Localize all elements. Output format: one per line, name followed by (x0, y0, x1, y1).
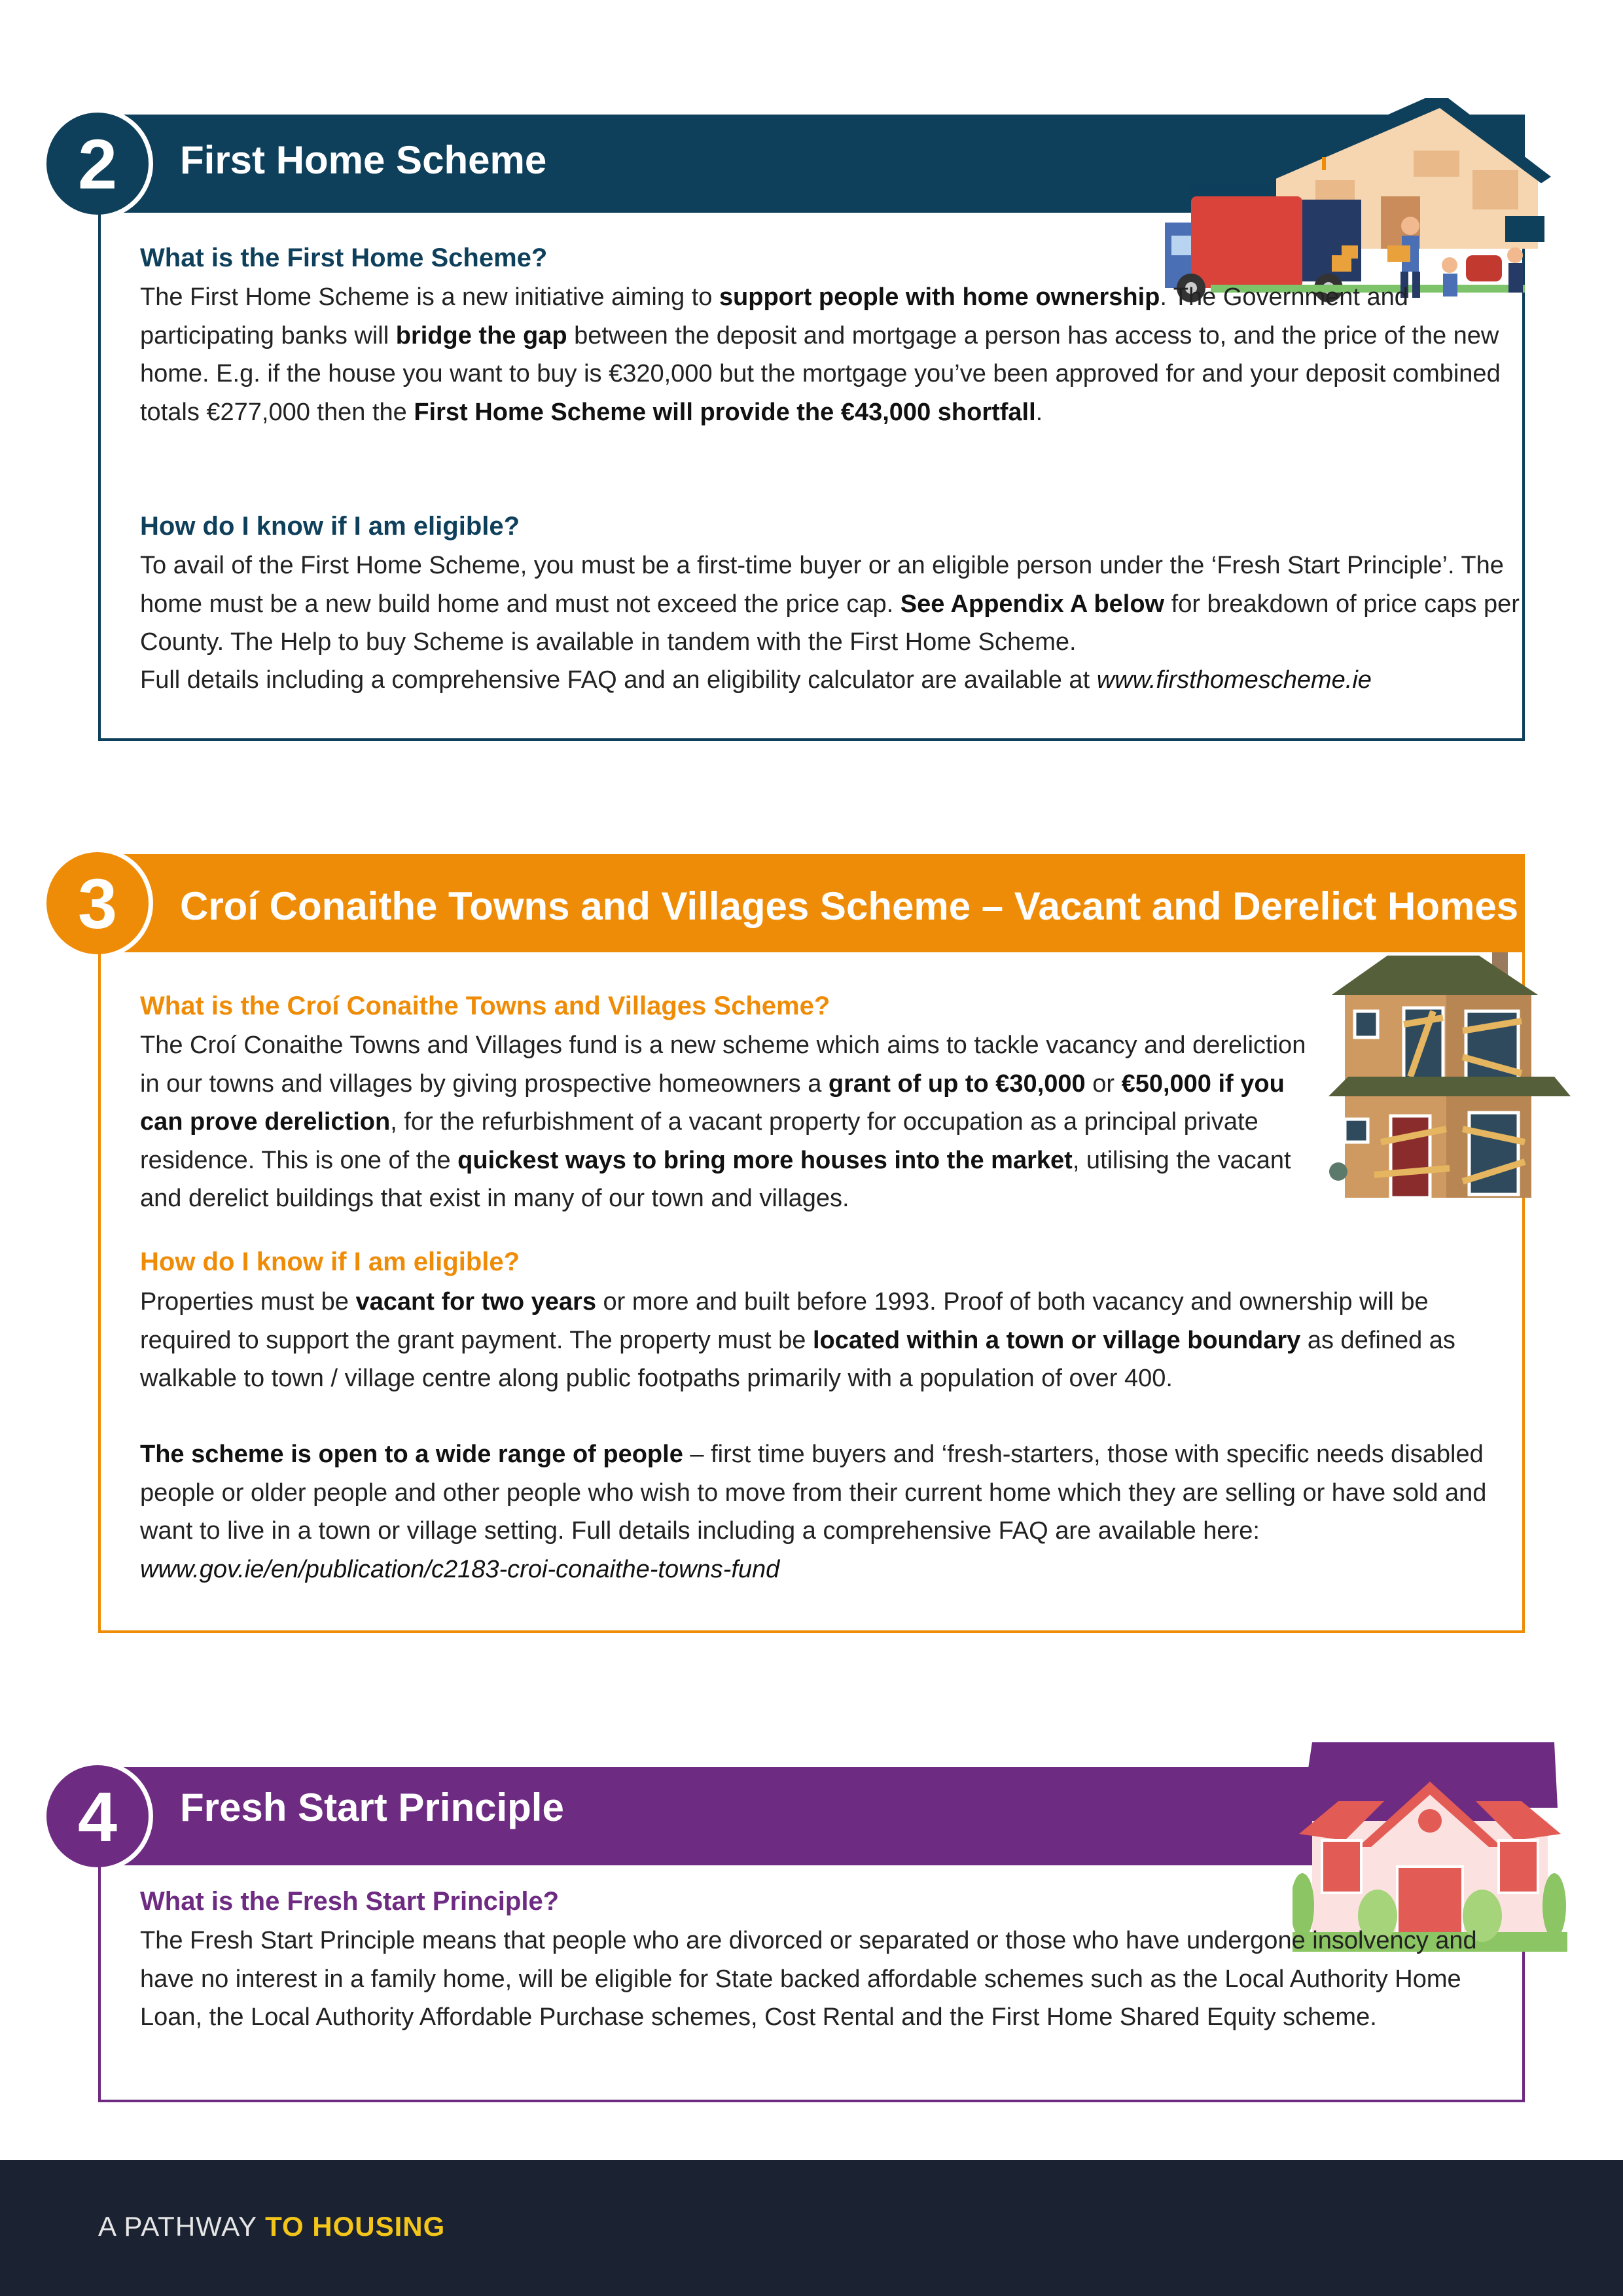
emphasis-text: See Appendix A below (900, 590, 1165, 618)
body-text: The First Home Scheme is a new initiative aiming to (140, 283, 719, 311)
emphasis-text: €50,000 if you can prove dereliction (140, 1069, 1285, 1136)
body-text: between the deposit and mortgage a person has access to, and the price of the new home. E.g. if the house you want to buy is €320,000 but the mortgage you’ve been approved for and your deposit combined totals €277,000 then the (140, 321, 1501, 426)
body-text: Properties must be (140, 1288, 356, 1316)
body-text: , utilising the vacant and derelict buildings that exist in many of our town and villages. (140, 1146, 1291, 1212)
question-what-is: What is the First Home Scheme? (140, 243, 548, 272)
section-number: 3 (46, 852, 149, 954)
footer-brand-accent: TO HOUSING (265, 2211, 446, 2242)
section-number-badge (42, 108, 153, 219)
emphasis-text: quickest ways to bring more houses into the market (457, 1146, 1073, 1174)
emphasis-text: located within a town or village boundary (813, 1326, 1301, 1354)
question-what-is: What is the Fresh Start Principle? (140, 1887, 560, 1916)
body-text: for breakdown of price caps per County. The Help to buy Scheme is available in tandem with the First Home Scheme. (140, 590, 1520, 656)
question-what-is: What is the Croí Conaithe Towns and Villages Scheme? (140, 992, 830, 1020)
answer-eligible-people (140, 1435, 1521, 1588)
body-text: . The Government and participating banks will (140, 283, 1408, 350)
emphasis-text: vacant for two years (355, 1288, 596, 1316)
body-text: or (1085, 1069, 1122, 1098)
body-text: . (1035, 398, 1043, 426)
section-title: Croí Conaithe Towns and Villages Scheme – Vacant and Derelict Homes (180, 884, 1519, 928)
footer (0, 2160, 1623, 2296)
answer-eligibility (140, 547, 1521, 662)
answer-eligibility (140, 1283, 1521, 1398)
emphasis-text: bridge the gap (395, 321, 567, 350)
link-text[interactable]: www.gov.ie/en/publication/c2183-croi-conaithe-towns-fund (140, 1555, 780, 1583)
link-text[interactable]: www.firsthomescheme.ie (1096, 666, 1372, 694)
emphasis-text: support people with home ownership (719, 283, 1160, 311)
body-text: or more and built before 1993. Proof of both vacancy and ownership will be required to support the grant payment. The property must be (140, 1288, 1429, 1354)
answer-details-link (140, 661, 1521, 700)
body-text: To avail of the First Home Scheme, you must be a first-time buyer or an eligible person under the ‘Fresh Start Principle’. The home must be a new build home and must not exceed the price cap. (140, 552, 1504, 618)
body-text: The Croí Conaithe Towns and Villages fund is a new scheme which aims to tackle vacancy and dereliction in our towns and villages by giving prospective homeowners a (140, 1031, 1306, 1098)
family-house-illustration (1293, 1742, 1567, 1952)
question-eligibility: How do I know if I am eligible? (140, 1247, 520, 1276)
emphasis-text: First Home Scheme will provide the €43,000 shortfall (414, 398, 1036, 426)
section-number-badge (42, 1761, 153, 1872)
body-text: The Fresh Start Principle means that people who are divorced or separated or those who have undergone insolvency and have no interest in a family home, will be eligible for State backed affordable schemes such as the Local Authority Home Loan, the Local Authority Affordable Purchase schemes, Cost Rental and the First Home Shared Equity scheme. (140, 1927, 1477, 2031)
body-text: Full details including a comprehensive FAQ and an eligibility calculator are available at (140, 666, 1097, 694)
section-number: 4 (46, 1765, 149, 1867)
body-text: , for the refurbishment of a vacant property for occupation as a principal private residence. This is one of the (140, 1108, 1258, 1174)
answer-what-is (140, 278, 1521, 431)
question-eligibility: How do I know if I am eligible? (140, 512, 520, 541)
section-title: Fresh Start Principle (180, 1785, 564, 1829)
emphasis-text: The scheme is open to a wide range of people (140, 1441, 683, 1468)
derelict-house-illustration (1329, 946, 1571, 1208)
footer-brand (98, 2211, 445, 2242)
section-title: First Home Scheme (180, 138, 547, 182)
answer-what-is (140, 1026, 1325, 1218)
section-number-badge (42, 848, 153, 959)
emphasis-text: grant of up to €30,000 (828, 1069, 1086, 1098)
section-number: 2 (46, 113, 149, 215)
answer-what-is (140, 1922, 1521, 2037)
footer-brand-prefix: A PATHWAY (98, 2211, 266, 2242)
body-text: – first time buyers and ‘fresh-starters, those with specific needs disabled people or older people and other people who wish to move from their current home which they are selling or have sold and want to live in a town or village setting. Full details including a comprehensive FAQ are available here: (140, 1441, 1487, 1545)
body-text: as defined as walkable to town / village centre along public footpaths primarily with a population of over 400. (140, 1326, 1455, 1392)
